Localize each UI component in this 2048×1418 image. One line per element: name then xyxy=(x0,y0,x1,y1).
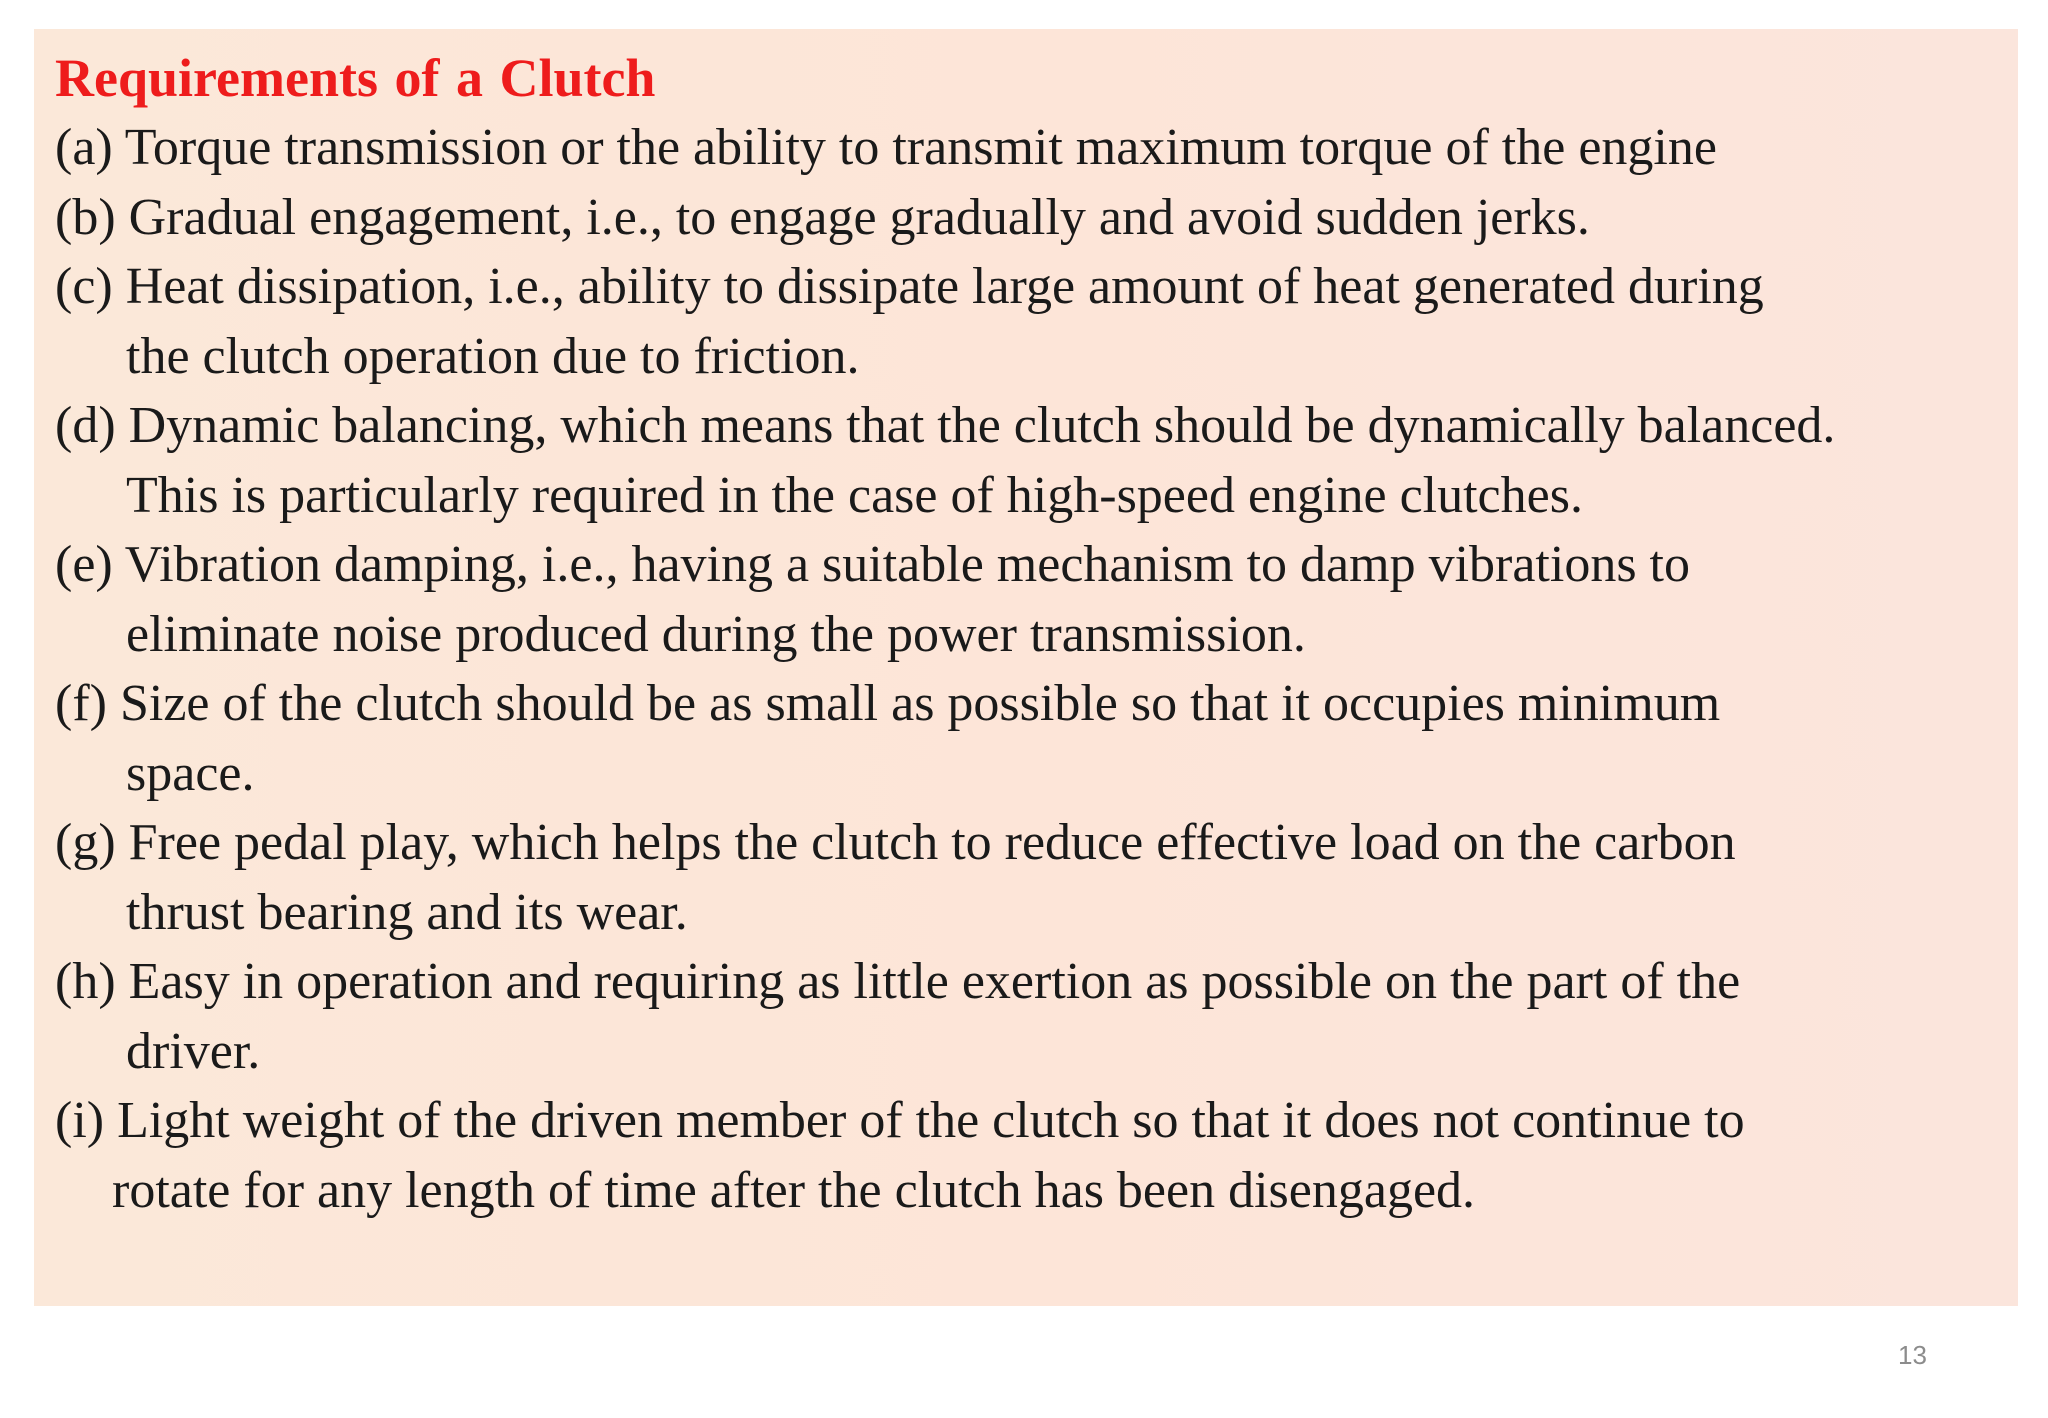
requirement-continuation: eliminate noise produced during the power transmission. xyxy=(126,605,1306,663)
requirement-continuation: the clutch operation due to friction. xyxy=(126,327,860,385)
requirement-text: (g) Free pedal play, which helps the clutch to reduce effective load on the carbon xyxy=(55,814,1736,871)
requirement-text: (i) Light weight of the driven member of the clutch so that it does not continue to xyxy=(55,1092,1745,1149)
requirement-item-h xyxy=(55,947,2018,1086)
requirement-text: (b) Gradual engagement, i.e., to engage gradually and avoid sudden jerks. xyxy=(55,188,1590,246)
slide-title: Requirements of a Clutch xyxy=(55,48,656,108)
requirement-item-a xyxy=(55,113,2018,183)
requirement-text: (c) Heat dissipation, i.e., ability to dissipate large amount of heat generated during xyxy=(55,258,1764,315)
page-number: 13 xyxy=(1898,1340,1927,1370)
requirement-item-i xyxy=(55,1086,2018,1225)
requirement-continuation: space. xyxy=(126,744,255,802)
requirement-text: (d) Dynamic balancing, which means that the clutch should be dynamically balanced. xyxy=(55,397,1836,454)
requirement-item-e xyxy=(55,530,2018,669)
requirement-text: (e) Vibration damping, i.e., having a suitable mechanism to damp vibrations to xyxy=(55,536,1691,593)
requirement-continuation: thrust bearing and its wear. xyxy=(126,883,688,941)
requirement-item-c xyxy=(55,252,2018,391)
requirement-continuation: rotate for any length of time after the clutch has been disengaged. xyxy=(112,1161,1476,1219)
requirement-item-g xyxy=(55,808,2018,947)
requirement-continuation: driver. xyxy=(126,1022,261,1080)
requirement-text: (a) Torque transmission or the ability to transmit maximum torque of the engine xyxy=(55,119,1717,176)
slide-content-panel xyxy=(34,29,2018,1306)
requirement-item-f xyxy=(55,669,2018,808)
requirement-continuation: This is particularly required in the case of high-speed engine clutches. xyxy=(126,466,1583,524)
requirements-list xyxy=(55,113,2018,1225)
requirement-item-d xyxy=(55,391,2018,530)
requirement-text: (h) Easy in operation and requiring as little exertion as possible on the part of the xyxy=(55,953,1741,1010)
requirement-item-b xyxy=(55,183,2018,253)
requirement-text: (f) Size of the clutch should be as small as possible so that it occupies minimum xyxy=(55,675,1721,732)
